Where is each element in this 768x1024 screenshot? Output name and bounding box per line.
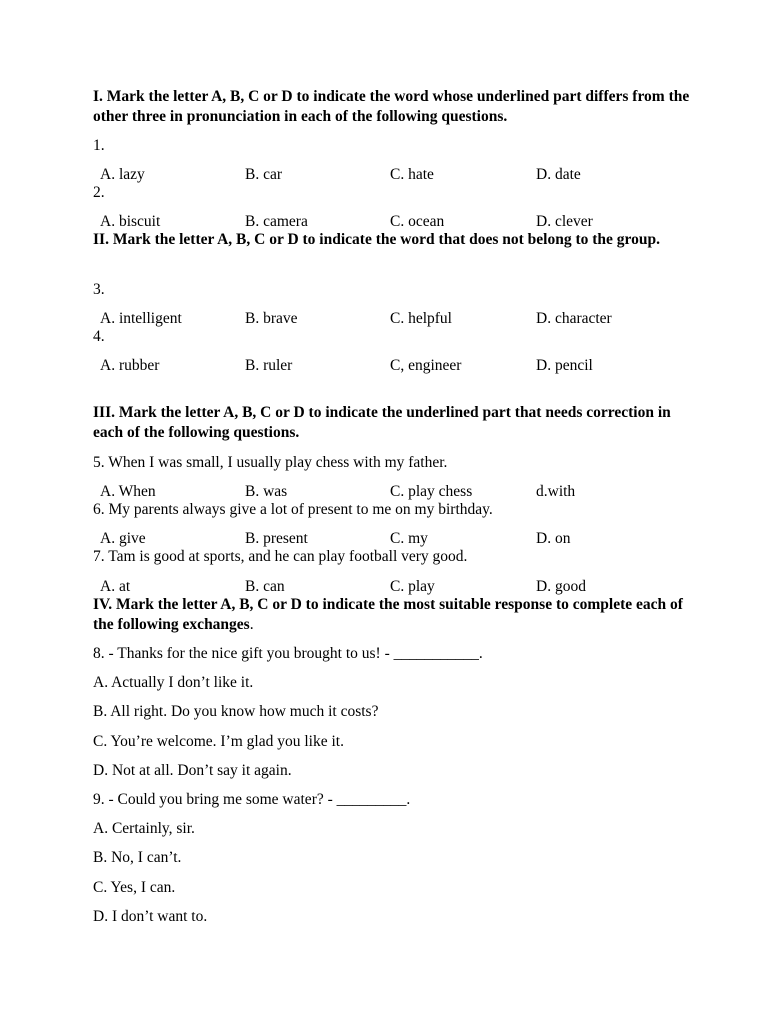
section-4-heading-text: IV. Mark the letter A, B, C or D to indicate the most suitable response to complete each of the following exchanges	[93, 596, 683, 633]
question-2-number: 2.	[93, 184, 105, 201]
option-a: A. rubber	[100, 357, 160, 374]
option-b: B. brave	[245, 310, 298, 327]
question-7-options	[100, 577, 700, 597]
question-9-option-a: A. Certainly, sir.	[93, 820, 195, 837]
option-a: A. lazy	[100, 166, 145, 183]
question-8-option-a: A. Actually I don’t like it.	[93, 674, 254, 691]
option-a: A. give	[100, 530, 146, 547]
question-3-options	[100, 309, 700, 329]
question-5-options	[100, 482, 700, 502]
option-a: A. at	[100, 578, 131, 595]
option-a: A. biscuit	[100, 213, 161, 230]
question-3-number: 3.	[93, 281, 105, 298]
option-d: D. good	[536, 578, 586, 595]
section-3-heading: III. Mark the letter A, B, C or D to indicate the underlined part that needs correction in each of the following questions.	[93, 404, 671, 441]
option-c: C. helpful	[390, 310, 452, 327]
option-d: D. date	[536, 166, 581, 183]
option-a: A. When	[100, 483, 156, 500]
question-1-options	[100, 165, 700, 185]
option-b: B. camera	[245, 213, 308, 230]
question-8-option-b: B. All right. Do you know how much it costs?	[93, 703, 379, 720]
option-d: D. on	[536, 530, 571, 547]
question-8-option-d: D. Not at all. Don’t say it again.	[93, 762, 292, 779]
option-d: d.with	[536, 483, 576, 500]
option-b: B. was	[245, 483, 288, 500]
question-4-number: 4.	[93, 328, 105, 345]
option-c: C. hate	[390, 166, 434, 183]
section-4-heading-period: .	[249, 616, 254, 633]
question-8-stem: 8. - Thanks for the nice gift you brought to us! - ___________.	[93, 645, 483, 662]
option-b: B. can	[245, 578, 285, 595]
option-d: D. clever	[536, 213, 593, 230]
option-c: C. play	[390, 578, 435, 595]
section-2-heading: II. Mark the letter A, B, C or D to indicate the word that does not belong to the group.	[93, 231, 661, 248]
question-9-option-d: D. I don’t want to.	[93, 908, 208, 925]
section-4-heading	[93, 595, 693, 635]
option-b: B. ruler	[245, 357, 293, 374]
question-8-option-c: C. You’re welcome. I’m glad you like it.	[93, 733, 344, 750]
option-c: C. my	[390, 530, 428, 547]
question-6-options	[100, 529, 700, 549]
question-7-stem: 7. Tam is good at sports, and he can play football very good.	[93, 548, 468, 565]
question-4-options	[100, 356, 700, 376]
option-c: C. ocean	[390, 213, 445, 230]
option-c: C, engineer	[390, 357, 462, 374]
section-1-heading: I. Mark the letter A, B, C or D to indicate the word whose underlined part differs from the other three in pronunciation in each of the following questions.	[93, 88, 690, 125]
option-b: B. car	[245, 166, 283, 183]
question-5-stem: 5. When I was small, I usually play chess with my father.	[93, 454, 448, 471]
question-9-option-c: C. Yes, I can.	[93, 879, 176, 896]
option-b: B. present	[245, 530, 308, 547]
option-c: C. play chess	[390, 483, 473, 500]
question-1-number: 1.	[93, 137, 105, 154]
question-2-options	[100, 212, 700, 232]
question-9-stem: 9. - Could you bring me some water? - _________.	[93, 791, 411, 808]
option-a: A. intelligent	[100, 310, 182, 327]
option-d: D. character	[536, 310, 612, 327]
question-6-stem: 6. My parents always give a lot of present to me on my birthday.	[93, 501, 493, 518]
question-9-option-b: B. No, I can’t.	[93, 849, 182, 866]
option-d: D. pencil	[536, 357, 593, 374]
